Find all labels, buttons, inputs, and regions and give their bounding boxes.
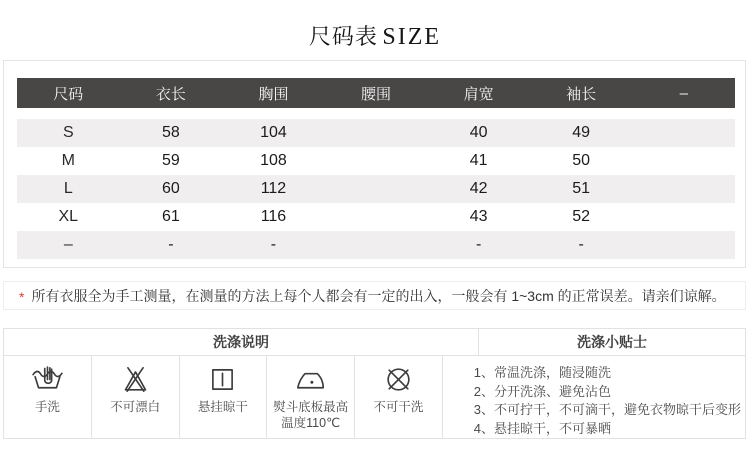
care-symbol-label: 不可干洗 bbox=[373, 400, 424, 414]
care-tip: 1、常温洗涤，随浸随洗 bbox=[473, 365, 611, 380]
care-tip: 3、不可拧干，不可滴干，避免衣物晾干后变形 bbox=[473, 402, 741, 417]
table-row bbox=[17, 203, 735, 231]
header-cell-size: 尺码 bbox=[53, 85, 84, 103]
table-cell: XL bbox=[58, 208, 79, 225]
hand-wash-icon bbox=[31, 363, 64, 396]
table-cell: 40 bbox=[469, 124, 488, 141]
table-cell: 51 bbox=[572, 180, 591, 197]
hang-dry-icon bbox=[206, 363, 239, 396]
size-table bbox=[3, 60, 746, 268]
header-cell-length: 衣长 bbox=[155, 85, 186, 103]
table-row bbox=[17, 231, 735, 259]
table-cell: 104 bbox=[260, 124, 287, 141]
table-cell: 43 bbox=[469, 208, 488, 225]
table-cell: 50 bbox=[572, 152, 591, 169]
care-symbol-no-dry-clean bbox=[355, 356, 443, 438]
table-row bbox=[17, 147, 735, 175]
required-asterisk: * bbox=[19, 288, 25, 305]
table-cell: 112 bbox=[260, 180, 287, 197]
table-cell: 108 bbox=[260, 152, 287, 169]
table-cell: 41 bbox=[469, 152, 488, 169]
table-cell: – bbox=[63, 236, 73, 253]
care-table-body bbox=[4, 356, 745, 438]
care-tip: 2、分开洗涤、避免沾色 bbox=[473, 383, 611, 399]
care-tip: 4、悬挂晾干，不可暴晒 bbox=[473, 420, 611, 436]
table-cell: 52 bbox=[572, 208, 591, 225]
care-symbol-label: 熨斗底板最高温度110℃ bbox=[273, 400, 349, 430]
header-cell-sleeve: 袖长 bbox=[566, 85, 597, 103]
care-symbol-no-bleach bbox=[92, 356, 180, 438]
size-table-header-row bbox=[17, 78, 735, 108]
table-cell: 42 bbox=[469, 180, 488, 197]
table-cell: - bbox=[270, 236, 277, 253]
care-symbol-label: 手洗 bbox=[34, 400, 60, 414]
care-symbol-hand-wash bbox=[4, 356, 92, 438]
measurement-note bbox=[3, 281, 746, 310]
table-cell: - bbox=[578, 236, 584, 253]
page-title-english: SIZE bbox=[382, 24, 442, 50]
table-row bbox=[17, 119, 735, 147]
care-tips-title: 洗涤小贴士 bbox=[577, 334, 647, 350]
header-cell-waist: 腰围 bbox=[361, 85, 392, 103]
iron-110c-icon bbox=[294, 363, 327, 396]
table-cell: S bbox=[62, 124, 74, 141]
table-cell: 60 bbox=[161, 180, 180, 197]
care-symbol-label: 悬挂晾干 bbox=[197, 400, 248, 414]
care-symbol-iron bbox=[267, 356, 355, 438]
care-table-header-row bbox=[4, 329, 745, 356]
size-table-body bbox=[17, 119, 735, 259]
page-title bbox=[0, 20, 750, 51]
table-row bbox=[17, 175, 735, 203]
table-cell: L bbox=[63, 180, 73, 197]
care-table bbox=[3, 328, 746, 439]
measurement-note-text: 所有衣服全为手工测量，在测量的方法上每个人都会有一定的出入，一般会有 1~3cm 的正常误差。请亲们谅解。 bbox=[31, 287, 726, 304]
table-cell: - bbox=[475, 236, 482, 253]
care-instructions-title: 洗涤说明 bbox=[4, 329, 479, 355]
table-cell: - bbox=[168, 236, 174, 253]
table-cell: 58 bbox=[161, 124, 180, 141]
header-cell-dash: – bbox=[679, 84, 688, 102]
care-tips-list bbox=[443, 356, 745, 438]
table-cell: M bbox=[61, 152, 75, 169]
table-cell: 61 bbox=[161, 208, 180, 225]
header-cell-shoulder: 肩宽 bbox=[463, 85, 494, 103]
care-symbol-label: 不可漂白 bbox=[110, 400, 161, 414]
table-cell: 116 bbox=[260, 208, 287, 225]
page-title-chinese: 尺码表 bbox=[308, 24, 378, 49]
care-symbol-hang-dry bbox=[180, 356, 268, 438]
no-dry-clean-icon bbox=[382, 363, 415, 396]
table-cell: 59 bbox=[161, 152, 180, 169]
table-cell: 49 bbox=[572, 124, 591, 141]
no-bleach-icon bbox=[119, 363, 152, 396]
header-cell-bust: 胸围 bbox=[258, 85, 289, 103]
